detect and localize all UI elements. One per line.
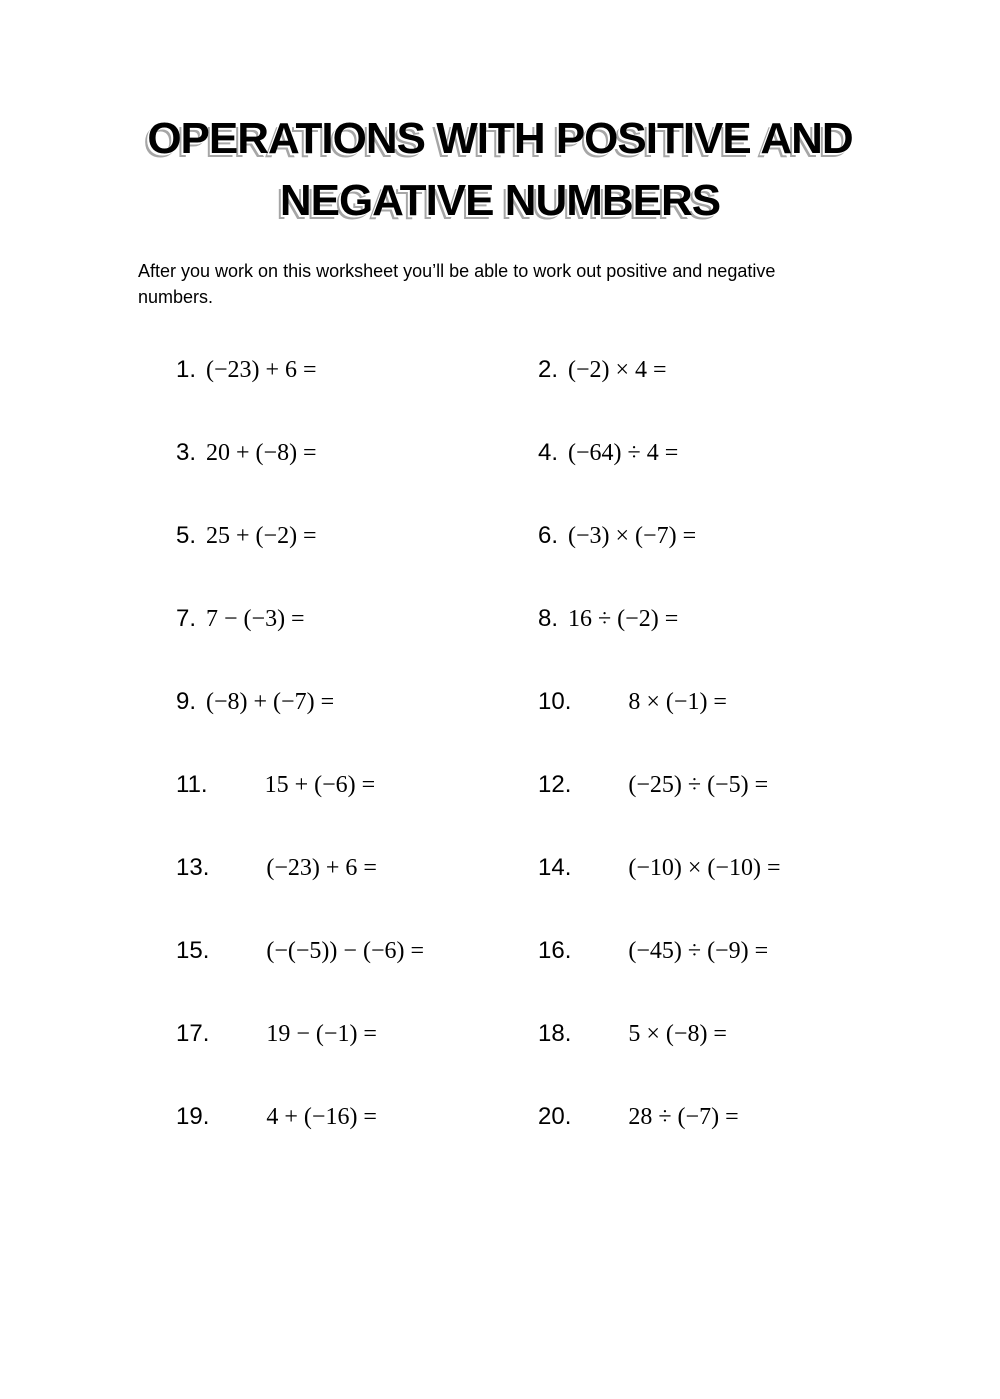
problem-number: 2. [538, 356, 559, 383]
problem-number: 4. [538, 439, 559, 466]
problem-expression: 5 × (−8) = [628, 1021, 727, 1047]
problem-item-10 [538, 688, 1000, 771]
problem-number: 11. [176, 771, 208, 798]
problem-number: 8. [538, 605, 559, 632]
problem-expression: 16 ÷ (−2) = [568, 606, 679, 632]
problems-grid [176, 356, 1000, 1186]
problem-expression: 7 − (−3) = [206, 606, 305, 632]
problem-item-17 [176, 1020, 538, 1103]
problem-item-18 [538, 1020, 1000, 1103]
problem-expression: (−45) ÷ (−9) = [628, 938, 769, 964]
worksheet-title [0, 108, 1000, 232]
problem-number: 15. [176, 937, 210, 964]
problem-expression: (−2) × 4 = [568, 357, 667, 383]
problem-expression: (−23) + 6 = [266, 855, 377, 881]
problem-item-19 [176, 1103, 538, 1186]
problem-expression: 20 + (−8) = [206, 440, 317, 466]
problem-expression: (−10) × (−10) = [628, 855, 781, 881]
problem-item-13 [176, 854, 538, 937]
problem-item-4 [538, 439, 1000, 522]
problem-number: 18. [538, 1020, 572, 1047]
problem-item-1 [176, 356, 538, 439]
problem-number: 19. [176, 1103, 210, 1130]
problem-expression: (−8) + (−7) = [206, 689, 335, 715]
problem-number: 17. [176, 1020, 210, 1047]
problem-expression: 8 × (−1) = [628, 689, 727, 715]
problem-expression: 28 ÷ (−7) = [628, 1104, 739, 1130]
problem-number: 10. [538, 688, 572, 715]
problem-expression: (−25) ÷ (−5) = [628, 772, 769, 798]
problem-item-15 [176, 937, 538, 1020]
problem-number: 7. [176, 605, 197, 632]
problem-expression: 15 + (−6) = [264, 772, 376, 798]
problem-expression: 25 + (−2) = [206, 523, 317, 549]
problem-number: 9. [176, 688, 197, 715]
problem-item-8 [538, 605, 1000, 688]
problem-number: 12. [538, 771, 572, 798]
problem-expression: (−(−5)) − (−6) = [266, 938, 425, 964]
problem-number: 16. [538, 937, 572, 964]
problem-item-9 [176, 688, 538, 771]
problem-item-16 [538, 937, 1000, 1020]
intro-text: After you work on this worksheet you’ll be able to work out positive and negative numbers. [138, 261, 776, 307]
problem-number: 13. [176, 854, 210, 881]
worksheet-title-line1: OPERATIONS WITH POSITIVE AND [147, 114, 853, 163]
problem-number: 20. [538, 1103, 572, 1130]
problem-number: 3. [176, 439, 197, 466]
problem-item-7 [176, 605, 538, 688]
problem-expression: (−23) + 6 = [206, 357, 317, 383]
worksheet-title-line2: NEGATIVE NUMBERS [279, 176, 721, 225]
problem-item-14 [538, 854, 1000, 937]
problem-item-5 [176, 522, 538, 605]
problem-item-2 [538, 356, 1000, 439]
problem-item-3 [176, 439, 538, 522]
problem-item-6 [538, 522, 1000, 605]
problem-item-12 [538, 771, 1000, 854]
problem-number: 6. [538, 522, 559, 549]
problem-number: 14. [538, 854, 572, 881]
problem-item-20 [538, 1103, 1000, 1186]
problem-number: 5. [176, 522, 197, 549]
problem-item-11 [176, 771, 538, 854]
problem-expression: (−3) × (−7) = [568, 523, 697, 549]
problem-expression: (−64) ÷ 4 = [568, 440, 679, 466]
problem-expression: 19 − (−1) = [266, 1021, 377, 1047]
problem-expression: 4 + (−16) = [266, 1104, 377, 1130]
problem-number: 1. [176, 356, 197, 383]
